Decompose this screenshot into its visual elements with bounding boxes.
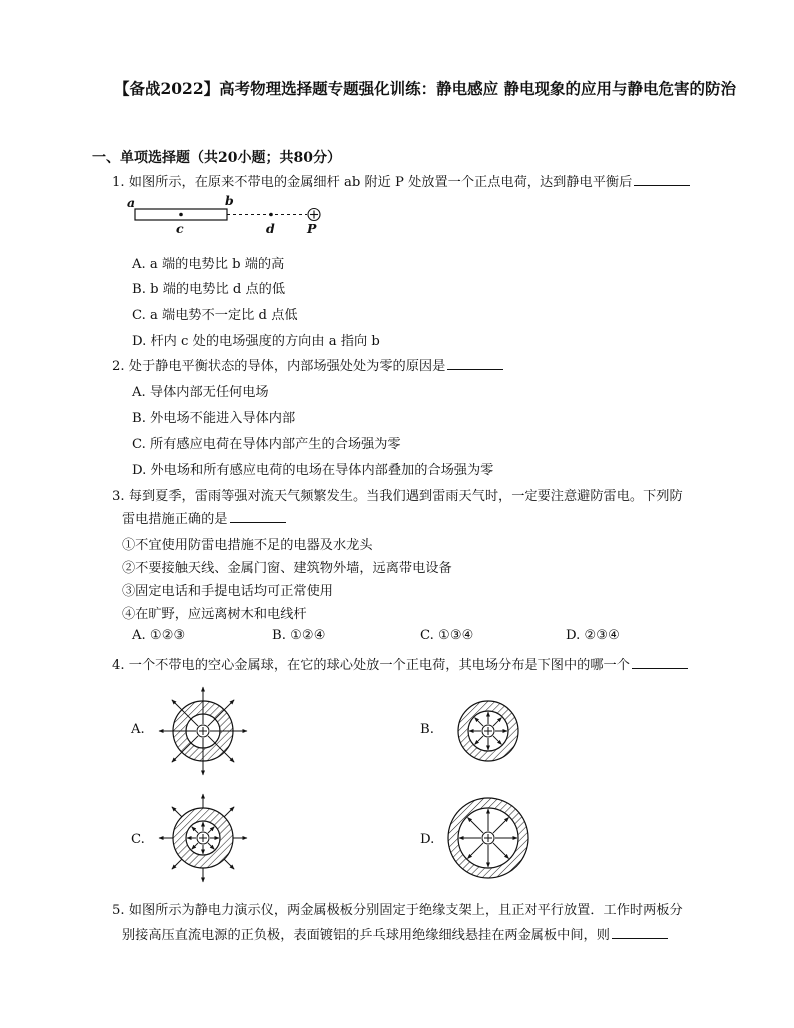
- label-a: a: [127, 195, 136, 210]
- question-3-stem-line2: 雷电措施正确的是: [122, 508, 286, 531]
- page-title: 【备战2022】高考物理选择题专题强化训练：静电感应 静电现象的应用与静电危害的防治: [113, 79, 737, 98]
- q4-option-a-label[interactable]: A.: [131, 722, 145, 737]
- q1-option-a[interactable]: A. a 端的电势比 b 端的高: [132, 257, 285, 272]
- q1-option-d[interactable]: D. 杆内 c 处的电场强度的方向由 a 指向 b: [132, 334, 380, 349]
- label-P: P: [307, 221, 317, 236]
- q4-option-c-label[interactable]: C.: [131, 832, 145, 847]
- q2-option-a[interactable]: A. 导体内部无任何电场: [132, 385, 269, 400]
- answer-blank: [447, 357, 503, 370]
- q3-option-b[interactable]: B. ①②④: [272, 628, 326, 643]
- question-3-stem-line1: 3. 每到夏季，雷雨等强对流天气频繁发生。当我们遇到雷雨天气时，一定要注意避防雷电。下列防: [112, 489, 683, 504]
- answer-blank: [632, 656, 688, 669]
- q3-item-2: ②不要接触天线、金属门窗、建筑物外墙，远离带电设备: [122, 561, 452, 576]
- point-d: [269, 213, 273, 217]
- q3-option-d[interactable]: D. ②③④: [566, 628, 620, 643]
- question-1-stem: 1. 如图所示，在原来不带电的金属细杆 ab 附近 P 处放置一个正点电荷，达到静电平衡后: [112, 171, 690, 194]
- point-c: [179, 213, 183, 217]
- q2-option-b[interactable]: B. 外电场不能进入导体内部: [132, 411, 296, 426]
- q4-option-d-label[interactable]: D.: [420, 832, 435, 847]
- answer-blank: [612, 926, 668, 939]
- field-diagram-a[interactable]: [143, 683, 263, 779]
- question-4-stem: 4. 一个不带电的空心金属球，在它的球心处放一个正电荷，其电场分布是下图中的哪一个: [112, 654, 688, 677]
- outer-field-line: [224, 807, 234, 817]
- section-heading: 一、单项选择题（共20小题；共80分）: [92, 150, 341, 166]
- q3-item-1: ①不宜使用防雷电措施不足的电器及水龙头: [122, 538, 373, 553]
- q1-option-c[interactable]: C. a 端电势不一定比 d 点低: [132, 308, 298, 323]
- question-5-stem-line2: 别接高压直流电源的正负极，表面镀铝的乒乓球用绝缘细线悬挂在两金属板中间，则: [122, 924, 668, 947]
- field-diagram-d[interactable]: [428, 790, 548, 886]
- q4-option-b-label[interactable]: B.: [420, 722, 434, 737]
- label-d: d: [266, 221, 275, 236]
- q2-option-d[interactable]: D. 外电场和所有感应电荷的电场在导体内部叠加的合场强为零: [132, 463, 494, 478]
- question-2-stem: 2. 处于静电平衡状态的导体，内部场强处处为零的原因是: [112, 355, 503, 378]
- q3-option-a[interactable]: A. ①②③: [132, 628, 186, 643]
- field-diagram-b[interactable]: [428, 683, 548, 779]
- outer-field-line: [224, 859, 234, 869]
- q3-item-3: ③固定电话和手提电话均可正常使用: [122, 584, 333, 599]
- outer-field-line: [172, 859, 182, 869]
- q2-option-c[interactable]: C. 所有感应电荷在导体内部产生的合场强为零: [132, 437, 401, 452]
- q1-option-b[interactable]: B. b 端的电势比 d 点的低: [132, 282, 286, 297]
- question-5-stem-line1: 5. 如图所示为静电力演示仪，两金属极板分别固定于绝缘支架上，且正对平行放置．工作时两板分: [112, 903, 683, 918]
- outer-field-line: [172, 807, 182, 817]
- q3-option-c[interactable]: C. ①③④: [420, 628, 474, 643]
- label-c: c: [176, 221, 184, 236]
- label-b: b: [225, 193, 234, 208]
- field-diagram-c[interactable]: [143, 790, 263, 886]
- answer-blank: [634, 173, 690, 186]
- answer-blank: [230, 510, 286, 523]
- q3-item-4: ④在旷野，应远离树木和电线杆: [122, 607, 307, 622]
